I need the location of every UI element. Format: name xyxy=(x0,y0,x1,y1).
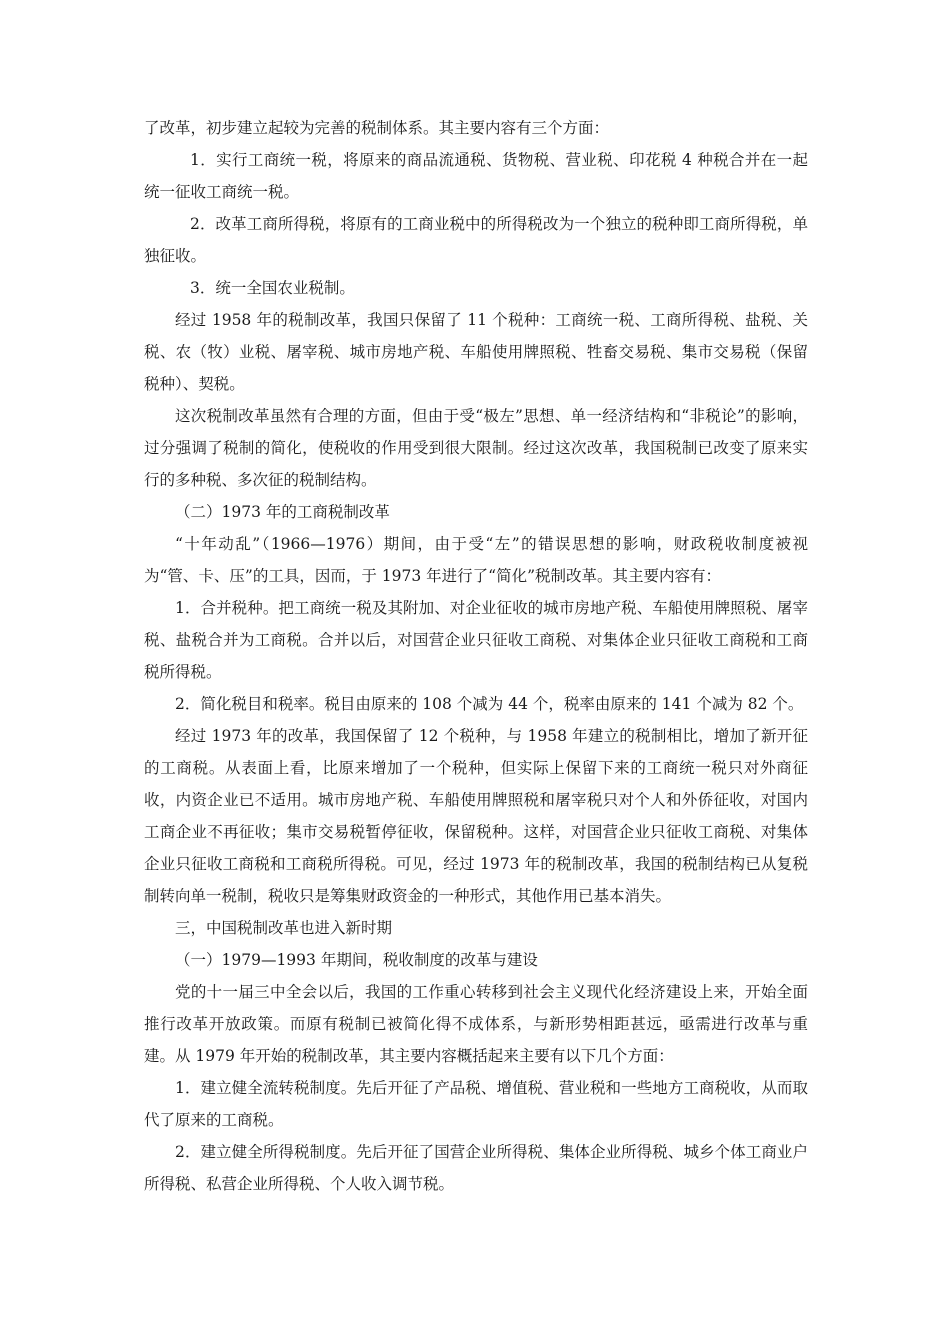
document-body xyxy=(144,112,808,1200)
section-heading-new-period: 三，中国税制改革也进入新时期 xyxy=(175,919,393,937)
list-item-income-tax: 2．建立健全所得税制度。先后开征了国营企业所得税、集体企业所得税、城乡个体工商业户所得税、私营企业所得税、个人收入调节税。 xyxy=(144,1143,808,1193)
paragraph-1958-summary: 经过 1958 年的税制改革，我国只保留了 11 个税种：工商统一税、工商所得税、盐税、关税、农（牧）业税、屠宰税、城市房地产税、车船使用牌照税、牲畜交易税、集市交易税（保留税种）、契税。 xyxy=(144,311,808,393)
subsection-heading-1979-1993: （一）1979—1993 年期间，税收制度的改革与建设 xyxy=(175,951,538,969)
list-item-3: 3．统一全国农业税制。 xyxy=(190,279,355,297)
list-item-1: 1．实行工商统一税，将原来的商品流通税、货物税、营业税、印花税 4 种税合并在一起统一征收工商统一税。 xyxy=(144,151,808,201)
paragraph-1973-intro: “十年动乱”（1966—1976）期间，由于受“左”的错误思想的影响，财政税收制度被视为“管、卡、压”的工具，因而，于 1973 年进行了“简化”税制改革。其主要内容有： xyxy=(144,535,808,585)
section-heading-1973: （二）1973 年的工商税制改革 xyxy=(175,503,390,521)
paragraph-continuation: 了改革，初步建立起较为完善的税制体系。其主要内容有三个方面： xyxy=(144,119,610,137)
paragraph-reform-evaluation: 这次税制改革虽然有合理的方面，但由于受“极左”思想、单一经济结构和“非税论”的影响，过分强调了税制的简化，使税收的作用受到很大限制。经过这次改革，我国税制已改变了原来实行的多种税、多次征的税制结构。 xyxy=(144,407,808,489)
paragraph-1979-intro: 党的十一届三中全会以后，我国的工作重心转移到社会主义现代化经济建设上来，开始全面推行改革开放政策。而原有税制已被简化得不成体系，与新形势相距甚远，亟需进行改革与重建。从 1979 年开始的税制改革，其主要内容概括起来主要有以下几个方面： xyxy=(144,983,808,1065)
list-item-2: 2．改革工商所得税，将原有的工商业税中的所得税改为一个独立的税种即工商所得税，单独征收。 xyxy=(144,215,808,265)
list-item-merge-taxes: 1．合并税种。把工商统一税及其附加、对企业征收的城市房地产税、车船使用牌照税、屠宰税、盐税合并为工商税。合并以后，对国营企业只征收工商税、对集体企业只征收工商税和工商税所得税。 xyxy=(144,599,808,681)
list-item-simplify-rates: 2．简化税目和税率。税目由原来的 108 个减为 44 个，税率由原来的 141 个减为 82 个。 xyxy=(175,695,804,713)
list-item-turnover-tax: 1．建立健全流转税制度。先后开征了产品税、增值税、营业税和一些地方工商税收，从而取代了原来的工商税。 xyxy=(144,1079,808,1129)
paragraph-1973-summary: 经过 1973 年的改革，我国保留了 12 个税种，与 1958 年建立的税制相比，增加了新开征的工商税。从表面上看，比原来增加了一个税种，但实际上保留下来的工商统一税只对外商征收，内资企业已不适用。城市房地产税、车船使用牌照税和屠宰税只对个人和外侨征收，对国内工商企业不再征收；集市交易税暂停征收，保留税种。这样，对国营企业只征收工商税、对集体企业只征收工商税和工商税所得税。可见，经过 1973 年的税制改革，我国的税制结构已从复税制转向单一税制，税收只是筹集财政资金的一种形式，其他作用已基本消失。 xyxy=(144,727,808,905)
